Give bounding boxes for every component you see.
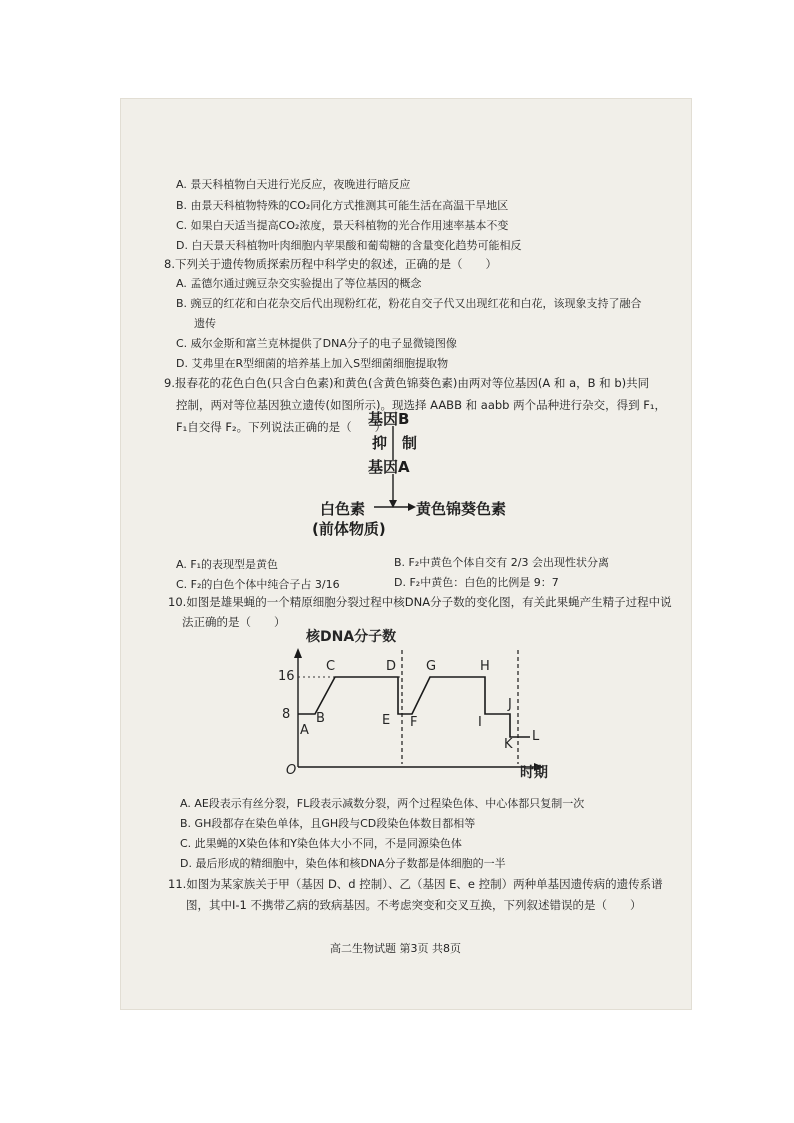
q8-stem: 8.下列关于遗传物质探索历程中科学史的叙述，正确的是（ ） xyxy=(164,257,497,271)
page-footer: 高二生物试题 第3页 共8页 xyxy=(330,942,461,955)
q7-option-a: A. 景天科植物白天进行光反应，夜晚进行暗反应 xyxy=(176,178,411,191)
graph-origin-label: O xyxy=(286,763,297,778)
q8-option-b-cont: 遗传 xyxy=(194,317,216,330)
point-label-i: I xyxy=(478,715,482,730)
scanned-page xyxy=(120,98,692,1010)
q9-stem-line1: 9.报春花的花色白色(只含白色素)和黄色(含黄色锦葵色素)由两对等位基因(A 和 a，B 和 b)共同 xyxy=(164,376,650,390)
point-label-k: K xyxy=(504,737,513,752)
q10-option-c: C. 此果蝇的X染色体和Y染色体大小不同，不是同源染色体 xyxy=(180,837,462,850)
q9-option-b: B. F₂中黄色个体自交有 2/3 会出现性状分离 xyxy=(394,556,609,569)
q8-option-c: C. 威尔金斯和富兰克林提供了DNA分子的电子显微镜图像 xyxy=(176,337,457,350)
q9-option-d: D. F₂中黄色：白色的比例是 9：7 xyxy=(394,576,559,589)
q7-option-c: C. 如果白天适当提高CO₂浓度，景天科植物的光合作用速率基本不变 xyxy=(176,219,509,232)
q10-option-b: B. GH段都存在染色单体，且GH段与CD段染色体数目都相等 xyxy=(180,817,476,830)
point-label-e: E xyxy=(382,713,391,728)
point-label-b: B xyxy=(316,711,325,726)
white-pigment-label: 白色素 xyxy=(320,500,366,518)
point-label-c: C xyxy=(326,659,336,674)
inhibit-label: 抑 制 xyxy=(372,434,418,452)
pigment-pathway-diagram xyxy=(290,408,530,538)
graph-y-axis-label: 核DNA分子数 xyxy=(306,629,397,645)
point-label-h: H xyxy=(480,659,490,674)
q8-option-a: A. 孟德尔通过豌豆杂交实验提出了等位基因的概念 xyxy=(176,277,422,290)
gene-b-label: 基因B xyxy=(368,410,410,428)
graph-lines xyxy=(270,629,570,782)
q7-option-b: B. 由景天科植物特殊的CO₂同化方式推测其可能生活在高温干旱地区 xyxy=(176,199,509,212)
point-label-g: G xyxy=(426,659,437,674)
q10-stem-line2: 法正确的是（ ） xyxy=(182,615,286,629)
point-label-l: L xyxy=(532,729,540,744)
q11-stem-line2: 图，其中Ⅰ-1 不携带乙病的致病基因。不考虑突变和交叉互换，下列叙述错误的是（ ） xyxy=(186,898,642,912)
pathway-arrows xyxy=(290,408,530,538)
dna-content-graph xyxy=(270,629,570,782)
point-label-d: D xyxy=(386,659,397,674)
graph-y-tick-8: 8 xyxy=(282,707,291,722)
q9-option-a: A. F₁的表现型是黄色 xyxy=(176,558,279,571)
precursor-label: (前体物质) xyxy=(312,520,386,538)
q10-option-a: A. AE段表示有丝分裂，FL段表示减数分裂，两个过程染色体、中心体都只复制一次 xyxy=(180,797,585,810)
q9-option-c: C. F₂的白色个体中纯合子占 3/16 xyxy=(176,578,340,591)
point-label-f: F xyxy=(410,715,418,730)
gene-a-label: 基因A xyxy=(368,458,410,476)
q9-stem-line3: F₁自交得 F₂。下列说法正确的是（ ） xyxy=(176,420,387,434)
q11-stem-line1: 11.如图为某家族关于甲（基因 D、d 控制）、乙（基因 E、e 控制）两种单基因遗传病的遗传系谱 xyxy=(168,877,663,891)
yellow-pigment-label: 黄色锦葵色素 xyxy=(416,500,507,518)
point-label-j: J xyxy=(508,697,512,712)
q8-option-b: B. 豌豆的红花和白花杂交后代出现粉红花，粉花自交子代又出现红花和白花，该现象支持了融合 xyxy=(176,297,642,310)
q10-stem-line1: 10.如图是雄果蝇的一个精原细胞分裂过程中核DNA分子数的变化图，有关此果蝇产生精子过程中说 xyxy=(168,595,672,609)
q9-stem-line2: 控制，两对等位基因独立遗传(如图所示)。现选择 AABB 和 aabb 两个品种进行杂交，得到 F₁， xyxy=(176,398,666,412)
q10-option-d: D. 最后形成的精细胞中，染色体和核DNA分子数都是体细胞的一半 xyxy=(180,857,506,870)
q7-option-d: D. 白天景天科植物叶肉细胞内苹果酸和葡萄糖的含量变化趋势可能相反 xyxy=(176,239,522,252)
graph-x-axis-label: 时期 xyxy=(520,765,548,781)
graph-y-tick-16: 16 xyxy=(278,669,295,684)
q8-option-d: D. 艾弗里在R型细菌的培养基上加入S型细菌细胞提取物 xyxy=(176,357,449,370)
point-label-a: A xyxy=(300,723,309,738)
